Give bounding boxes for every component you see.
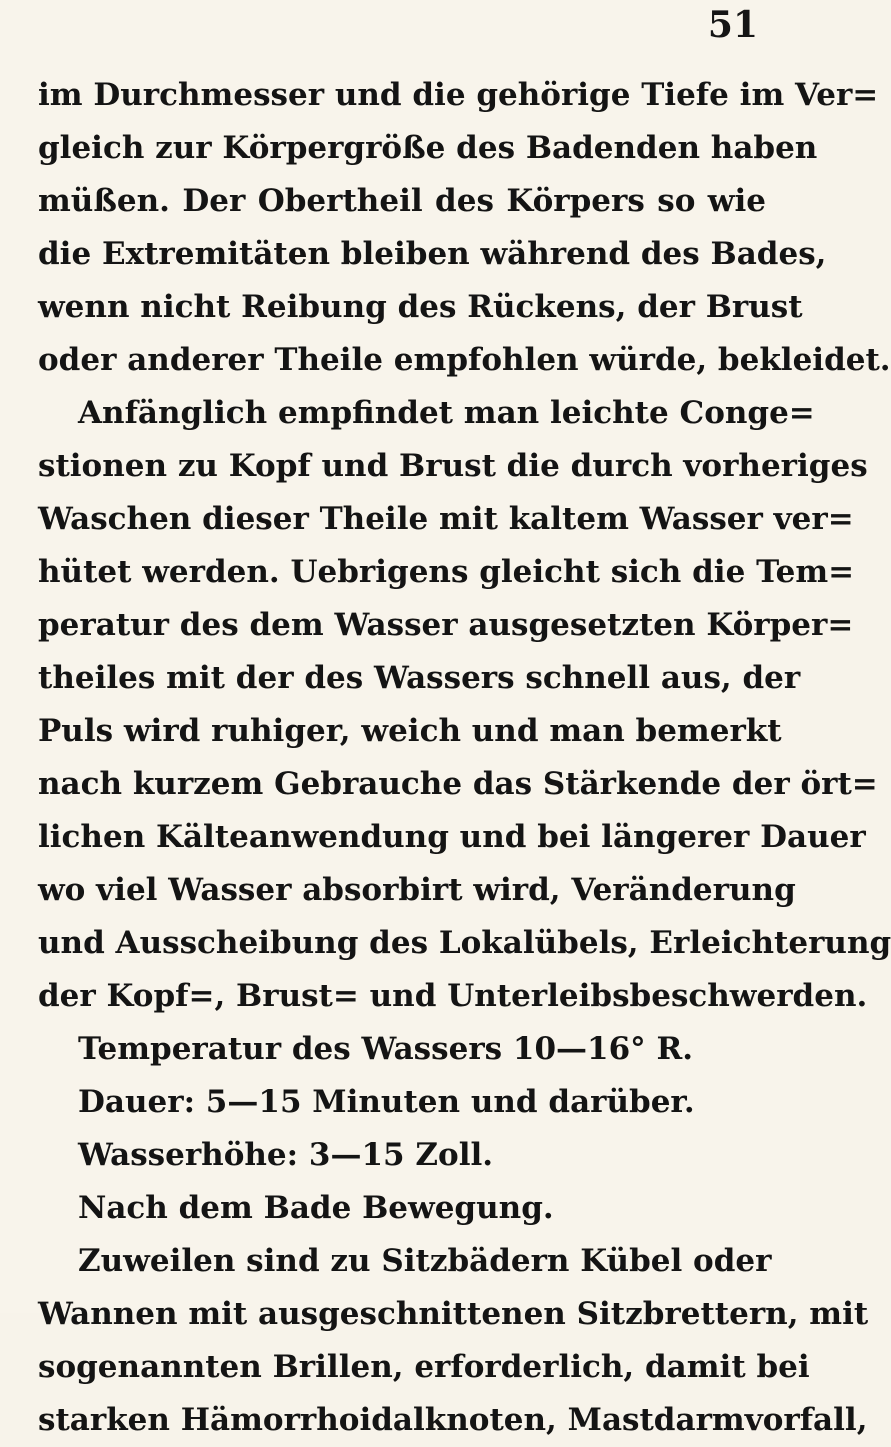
text-line-23: Zuweilen sind zu Sitzbädern Kübel oder	[78, 1243, 772, 1279]
text-line-24: Wannen mit ausgeschnittenen Sitzbrettern, mit	[38, 1296, 869, 1332]
text-line-16: wo viel Wasser absorbirt wird, Veränderung	[38, 872, 796, 908]
text-line-9: Waschen dieser Theile mit kaltem Wasser ver=	[38, 501, 854, 537]
text-line-26: starken Hämorrhoidalknoten, Mastdarmvorfall,	[38, 1402, 868, 1438]
text-line-2: gleich zur Körpergröße des Badenden haben	[38, 130, 818, 166]
text-line-1: im Durchmesser und die gehörige Tiefe im Ver=	[38, 77, 879, 113]
text-line-25: sogenannten Brillen, erforderlich, damit bei	[38, 1349, 810, 1385]
text-line-18: der Kopf=, Brust= und Unterleibsbeschwerden.	[38, 978, 868, 1014]
page-number: 51	[707, 4, 758, 46]
text-line-6: oder anderer Theile empfohlen würde, bekleidet.	[38, 342, 891, 378]
text-line-22: Nach dem Bade Bewegung.	[78, 1190, 554, 1226]
text-line-7: Anfänglich empfindet man leichte Conge=	[78, 395, 815, 431]
text-line-14: nach kurzem Gebrauche das Stärkende der ört=	[38, 766, 878, 802]
text-line-19: Temperatur des Wassers 10—16° R.	[78, 1031, 694, 1067]
text-line-13: Puls wird ruhiger, weich und man bemerkt	[38, 713, 782, 749]
text-line-21: Wasserhöhe: 3—15 Zoll.	[78, 1137, 494, 1173]
text-line-20: Dauer: 5—15 Minuten und darüber.	[78, 1084, 695, 1120]
text-line-11: peratur des dem Wasser ausgesetzten Körper=	[38, 607, 854, 643]
text-line-5: wenn nicht Reibung des Rückens, der Brust	[38, 289, 803, 325]
text-line-3: müßen. Der Obertheil des Körpers so wie	[38, 183, 766, 219]
text-line-12: theiles mit der des Wassers schnell aus, der	[38, 660, 801, 696]
text-line-4: die Extremitäten bleiben während des Bades,	[38, 236, 827, 272]
text-line-17: und Ausscheibung des Lokalübels, Erleichterung	[38, 925, 891, 961]
text-line-8: stionen zu Kopf und Brust die durch vorheriges	[38, 448, 868, 484]
body-text	[38, 69, 891, 1447]
text-line-10: hütet werden. Uebrigens gleicht sich die Tem=	[38, 554, 855, 590]
text-line-15: lichen Kälteanwendung und bei längerer Dauer	[38, 819, 866, 855]
